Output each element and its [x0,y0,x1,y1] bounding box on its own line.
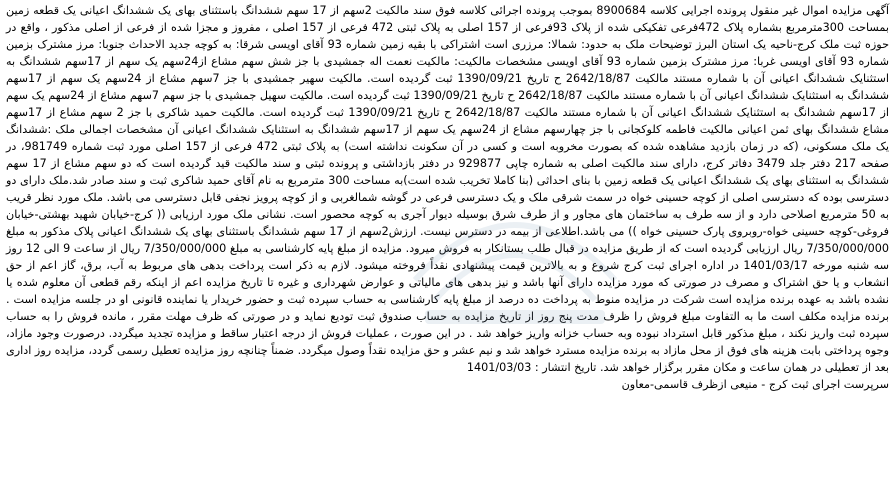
notice-signature: سرپرست اجرای ثبت کرج - منیعی ازظرف قاسمی-معاون [621,378,889,391]
notice-body: آگهی مزایده اموال غیر منقول پرونده اجرایی کلاسه 8900684 بموجب پرونده اجرائی کلاسه فوق سند مالکیت 2سهم از 17 سهم ششدانگ باستثنای بهای یک ششدانگ اعیانی یک قطعه زمین بمساحت 300مترمربع بشماره پلاک 472فرعی تفکیکی شده از پلاک 93فرعی از 157 اصلی به پلاک ثبتی 472 فرعی از 157 اصلی ، مفروز و مجزا شده از فرعی از اصلی مذکور ، واقع در حوزه ثبت ملک کرج-ناحیه یک استان البرز توضیحات ملک به حدود: شمالا: مرزری است اشتراکی با بقیه زمین شماره 93 آقای اویسی شرقا: به کوچه جدید الاحداث جنوبا: مرز مشترک بزمین شماره 93 آقای اویسی غربا: مرز مشترک بزمین شماره 93 آقای اویسی مشخصات مالکیت: مالکیت نعمت اله جمشیدی با جز شش سهم مشاع از24سهم یک سهم از 17سهم ششدانگ به استثنایک ششدانگ اعیانی آن با شماره مستند مالکیت 2642/18/87 ح تاریخ 1390/09/21 ثبت گردیده است. مالکیت سهیر جمشیدی با جز 7سهم مشاع از 24سهم یک سهم از 17سهم ششدانگ به استثنایک ششدانگ اعیانی آن با شماره مستند مالکیت 2642/18/87 ح تاریخ 1390/09/21 ثبت گردیده است. مالکیت سهیل جمشیدی با جز سهم 7سهم مشاع از 24سهم یک سهم از 17سهم ششدانگ به استثنایک ششدانگ اعیانی آن با شماره مستند مالکیت 2642/18/87 ح تاریخ 1390/09/21 ثبت گردیده است. مالکیت حمید شاکری با جز 2 سهم مشاع از 17سهم مشاع ششدانگ بهای ثمن اعیانی مالکیت فاطمه کلوکجانی با جز چهارسهم مشاع از 24سهم یک سهم از 17سهم ششدانگ به استثنایک ششدانگ اعیانی آن مشخصات اجمالی ملک :ششدانگ یک ملک مسکونی، (که در زمان بازدید مشاهده شده که بصورت مخروبه است و کسی در آن سکونت نداشته است) به پلاک ثبتی 472 فرعی از 157 اصلی مورد ثبت شماره 981749، در صفحه 217 دفتر جلد 3479 دفاتر کرج، دارای سند مالکیت اصلی به شماره چاپی 929877 در دفتر بازداشتی و پرونده ثبتی و سند مالکیت قید گردیده است که دو سهم مشاع از 17 سهم ششدانگ به استثنای بهای یک ششدانگ اعیانی یک قطعه زمین با بنای احداثی (بنا کاملا تخریب شده است)به مساحت 300 مترمربع به نام آقای حمید شاکری ثبت و سند صادر شد.ملک دارای دو دسترسی بوده که دسترسی اصلی از کوچه حسینی خواه در سمت شرقی ملک و یک دسترسی فرعی در گوشه شمالغربی و از کوچه پرویز نجفی قابل دسترسی می باشد. ملک مورد نظر قریب به 50 مترمربع اصلاحی دارد و از سه طرف به ساختمان های مجاور و از طرف شرق بوسیله دیوار آجری به کوچه محصور است. نشانی ملک مورد ارزیابی (( کرج-خیابان شهید بهشتی-خیابان فروغی-کوچه حسینی خواه-روبروی پارک حسینی خواه )) می باشد.اطلاعی از بیمه در دسترس نیست. ارزش2سهم از 17 سهم ششدانگ باستثنای بهای یک ششدانگ اعیانی پلاک مذکور به مبلغ 7/350/000/000 ریال ارزیابی گردیده است که از طریق مزایده در قبال طلب بستانکار به فروش میرود. مزایده از مبلغ پایه کارشناسی به مبلغ 7/350/000/000 ریال از ساعت 9 الی 12 روز سه شنبه مورخه 1401/03/17 در اداره اجرای ثبت کرج شروع و به بالاترین قیمت پیشنهادی نقداً فروخته میشود. لازم به ذکر است پرداخت بدهی های مربوط به آب، برق، گاز اعم از حق انشعاب و یا حق اشتراک و مصرف در صورتی که مورد مزایده دارای آنها باشد و نیز بدهی های مالیاتی و عوارض شهرداری و غیره تا تاریخ مزایده اعم از اینکه رقم قطعی آن معلوم شده یا نشده باشد به عهده برنده مزایده است شرکت در مزایده منوط به پرداخت ده درصد از مبلغ پایه کارشناسی به حساب سپرده ثبت و حضور خریدار یا نماینده قانونی او در جلسه مزایده است . برنده مزایده مکلف است ما به التفاوت مبلغ فروش را ظرف مدت پنج روز از تاریخ مزایده به حساب صندوق ثبت تودیع نماید و در صورتی که ظرف مهلت مقرر ، مانده فروش را به حساب سپرده ثبت واریز نکند ، مبلغ مذکور قابل استرداد نبوده وبه حساب خزانه واریز خواهد شد . در این صورت ، عملیات فروش از درجه اعتبار ساقط و مزایده تجدید میگردد. درصورت وجود مازاد، وجوه پرداختی بابت هزینه های فوق از محل مازاد به برنده مزایده مسترد خواهد شد و نیم عشر و حق مزایده نقداً وصول میگردد. ضمناً چنانچه روز مزایده تعطیل رسمی گردد، مزایده روز اداری بعد از تعطیلی در همان ساعت و مکان مقرر برگزار خواهد شد. تاریخ انتشار : 1401/03/03 [6,4,890,374]
auction-notice [4,2,891,489]
